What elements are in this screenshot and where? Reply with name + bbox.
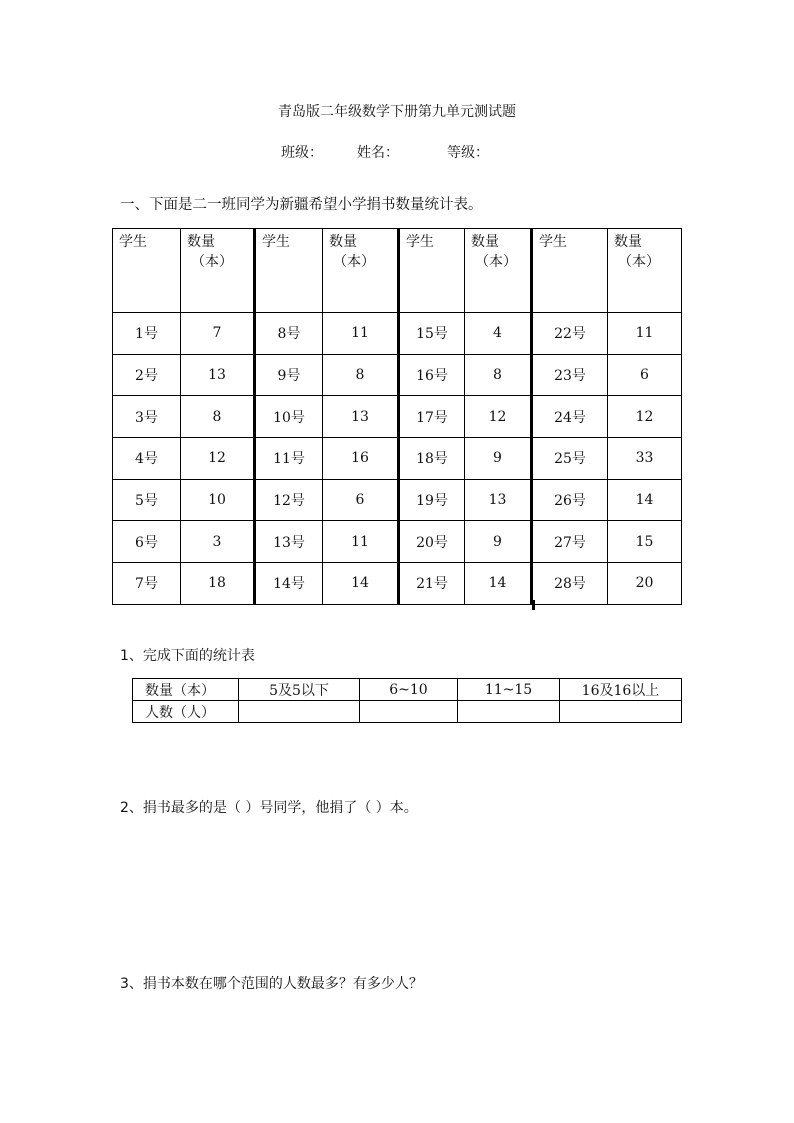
book-count-cell: 8 bbox=[181, 396, 255, 438]
book-count-cell: 6 bbox=[608, 354, 682, 396]
name-label: 姓名： bbox=[357, 145, 399, 161]
student-number-cell: 3号 bbox=[113, 396, 181, 438]
book-count-cell: 14 bbox=[608, 479, 682, 521]
student-number-cell: 28号 bbox=[532, 563, 608, 605]
student-number-cell: 24号 bbox=[532, 396, 608, 438]
class-label: 班级： bbox=[281, 145, 323, 161]
question-1: 1、完成下面的统计表 bbox=[120, 648, 255, 664]
summary-answer-cell[interactable] bbox=[239, 701, 360, 723]
book-count-cell: 8 bbox=[323, 354, 399, 396]
book-count-cell: 15 bbox=[608, 521, 682, 563]
student-number-cell: 9号 bbox=[255, 354, 323, 396]
summary-table bbox=[132, 678, 682, 723]
summary-range: 11~15 bbox=[458, 679, 560, 701]
book-count-cell: 4 bbox=[465, 313, 532, 355]
header-student: 学生 bbox=[255, 229, 323, 313]
student-number-cell: 4号 bbox=[113, 438, 181, 480]
book-count-cell: 13 bbox=[465, 479, 532, 521]
table-row bbox=[113, 479, 682, 521]
header-quantity: 数量 （本） bbox=[608, 229, 682, 313]
table-row bbox=[113, 396, 682, 438]
book-count-cell: 11 bbox=[323, 521, 399, 563]
student-number-cell: 5号 bbox=[113, 479, 181, 521]
book-count-cell: 12 bbox=[181, 438, 255, 480]
book-count-cell: 8 bbox=[465, 354, 532, 396]
book-count-cell: 14 bbox=[465, 563, 532, 605]
student-number-cell: 13号 bbox=[255, 521, 323, 563]
student-number-cell: 1号 bbox=[113, 313, 181, 355]
book-count-cell: 11 bbox=[323, 313, 399, 355]
book-count-cell: 16 bbox=[323, 438, 399, 480]
summary-row-quantity bbox=[133, 679, 682, 701]
book-count-cell: 6 bbox=[323, 479, 399, 521]
book-count-cell: 14 bbox=[323, 563, 399, 605]
table-row bbox=[113, 438, 682, 480]
header-quantity: 数量 （本） bbox=[181, 229, 255, 313]
summary-answer-cell[interactable] bbox=[560, 701, 682, 723]
student-number-cell: 17号 bbox=[399, 396, 465, 438]
student-number-cell: 26号 bbox=[532, 479, 608, 521]
book-count-cell: 20 bbox=[608, 563, 682, 605]
student-number-cell: 20号 bbox=[399, 521, 465, 563]
student-number-cell: 14号 bbox=[255, 563, 323, 605]
header-quantity: 数量 （本） bbox=[323, 229, 399, 313]
student-number-cell: 6号 bbox=[113, 521, 181, 563]
student-number-cell: 16号 bbox=[399, 354, 465, 396]
book-count-cell: 9 bbox=[465, 521, 532, 563]
table-header-row bbox=[113, 229, 682, 313]
question-3: 3、捐书本数在哪个范围的人数最多？有多少人？ bbox=[120, 976, 423, 992]
student-number-cell: 19号 bbox=[399, 479, 465, 521]
student-number-cell: 7号 bbox=[113, 563, 181, 605]
header-student: 学生 bbox=[113, 229, 181, 313]
book-count-cell: 18 bbox=[181, 563, 255, 605]
section-heading: 一、下面是二一班同学为新疆希望小学捐书数量统计表。 bbox=[120, 197, 483, 213]
table-row bbox=[113, 354, 682, 396]
book-count-cell: 13 bbox=[181, 354, 255, 396]
student-number-cell: 2号 bbox=[113, 354, 181, 396]
student-number-cell: 8号 bbox=[255, 313, 323, 355]
student-number-cell: 12号 bbox=[255, 479, 323, 521]
book-count-cell: 12 bbox=[465, 396, 532, 438]
summary-answer-cell[interactable] bbox=[458, 701, 560, 723]
student-number-cell: 18号 bbox=[399, 438, 465, 480]
student-number-cell: 11号 bbox=[255, 438, 323, 480]
student-number-cell: 21号 bbox=[399, 563, 465, 605]
header-quantity: 数量 （本） bbox=[465, 229, 532, 313]
summary-answer-cell[interactable] bbox=[360, 701, 458, 723]
donation-table bbox=[112, 228, 682, 605]
summary-range: 6~10 bbox=[360, 679, 458, 701]
table-row bbox=[113, 521, 682, 563]
table-divider-line bbox=[532, 600, 535, 610]
summary-row-people bbox=[133, 701, 682, 723]
table-row bbox=[113, 313, 682, 355]
table-row bbox=[113, 563, 682, 605]
header-student: 学生 bbox=[532, 229, 608, 313]
student-number-cell: 22号 bbox=[532, 313, 608, 355]
book-count-cell: 10 bbox=[181, 479, 255, 521]
summary-range: 5及5以下 bbox=[239, 679, 360, 701]
grade-label: 等级： bbox=[447, 145, 489, 161]
student-number-cell: 10号 bbox=[255, 396, 323, 438]
student-number-cell: 23号 bbox=[532, 354, 608, 396]
book-count-cell: 13 bbox=[323, 396, 399, 438]
summary-range: 16及16以上 bbox=[560, 679, 682, 701]
book-count-cell: 12 bbox=[608, 396, 682, 438]
book-count-cell: 9 bbox=[465, 438, 532, 480]
student-number-cell: 27号 bbox=[532, 521, 608, 563]
book-count-cell: 7 bbox=[181, 313, 255, 355]
question-2: 2、捐书最多的是（ ）号同学，他捐了（ ）本。 bbox=[120, 800, 418, 816]
book-count-cell: 11 bbox=[608, 313, 682, 355]
page-title: 青岛版二年级数学下册第九单元测试题 bbox=[278, 104, 516, 120]
summary-quantity-label: 数量（本） bbox=[133, 679, 239, 701]
student-number-cell: 15号 bbox=[399, 313, 465, 355]
book-count-cell: 3 bbox=[181, 521, 255, 563]
book-count-cell: 33 bbox=[608, 438, 682, 480]
summary-people-label: 人数（人） bbox=[133, 701, 239, 723]
student-number-cell: 25号 bbox=[532, 438, 608, 480]
header-student: 学生 bbox=[399, 229, 465, 313]
